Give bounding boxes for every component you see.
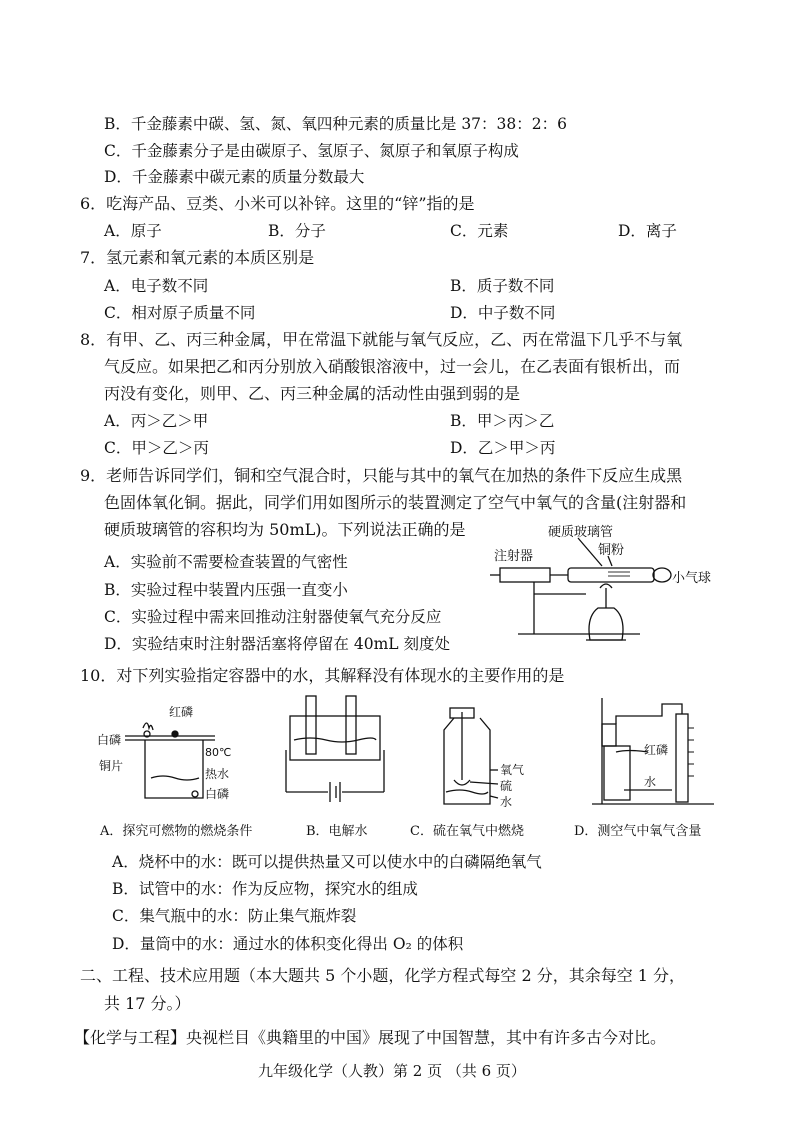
q10a-label-red-phosphorus: 红磷 [169, 705, 194, 719]
q9-label-copper: 铜粉 [598, 543, 625, 558]
q5-option-d: D．千金藤素中碳元素的质量分数最大 [104, 168, 365, 186]
q10d-label-red-phosphorus: 红磷 [644, 743, 669, 757]
q10d-label-water: 水 [644, 775, 657, 789]
q10-stem: 10．对下列实验指定容器中的水，其解释没有体现水的主要作用的是 [80, 666, 565, 685]
q10a-label-temperature: 80℃ [205, 746, 232, 759]
q10a-label-white-phosphorus-top: 白磷 [97, 733, 122, 747]
q10a-label-copper-sheet: 铜片 [99, 759, 124, 773]
q9-label-tube: 硬质玻璃管 [548, 525, 614, 540]
q10c-label-sulfur: 硫 [500, 779, 513, 793]
q5-option-b: B．千金藤素中碳、氢、氮、氧四种元素的质量比是 37：38：2：6 [104, 115, 567, 133]
q10a-label-white-phosphorus-bottom: 白磷 [205, 787, 230, 801]
q10-option-b: B．试管中的水：作为反应物，探究水的组成 [112, 880, 418, 898]
q8-option-a: A．丙＞乙＞甲 [104, 412, 209, 430]
q6-option-c: C．元素 [450, 222, 509, 240]
q10-figure-b [280, 694, 390, 806]
section2-heading-line1: 二、工程、技术应用题（本大题共 5 个小题，化学方程式每空 2 分，其余每空 1 分， [80, 966, 686, 985]
q6-stem: 6．吃海产品、豆类、小米可以补锌。这里的“锌”指的是 [80, 194, 475, 213]
q10-caption-d: D．测空气中氧气含量 [574, 824, 702, 839]
q8-stem-line3: 丙没有变化，则甲、乙、丙三种金属的活动性由强到弱的是 [104, 384, 521, 403]
q8-option-c: C．甲＞乙＞丙 [104, 439, 209, 457]
q7-option-b: B．质子数不同 [450, 277, 555, 295]
q5-option-c: C．千金藤素分子是由碳原子、氢原子、氮原子和氧原子构成 [104, 142, 519, 160]
q10-caption-b: B．电解水 [306, 824, 368, 839]
q10c-label-oxygen: 氧气 [500, 763, 525, 777]
q10-figure-a [95, 698, 240, 808]
q7-option-c: C．相对原子质量不同 [104, 304, 256, 322]
q10-option-c: C．集气瓶中的水：防止集气瓶炸裂 [112, 907, 357, 925]
q10-option-a: A．烧杯中的水：既可以提供热量又可以使水中的白磷隔绝氧气 [112, 853, 542, 871]
q10-option-d: D．量筒中的水：通过水的体积变化得出 O₂ 的体积 [112, 935, 464, 953]
q9-label-syringe: 注射器 [494, 549, 534, 564]
section2-intro: 【化学与工程】央视栏目《典籍里的中国》展现了中国智慧，其中有许多古今对比。 [74, 1028, 667, 1047]
section2-heading-line2: 共 17 分。） [104, 994, 191, 1013]
q9-option-d: D．实验结束时注射器活塞将停留在 40mL 刻度处 [104, 635, 450, 653]
q9-apparatus-figure [490, 522, 720, 647]
q9-stem-line2: 色固体氧化铜。据此，同学们用如图所示的装置测定了空气中氧气的含量(注射器和 [104, 493, 687, 512]
q7-stem: 7．氢元素和氧元素的本质区别是 [80, 248, 315, 267]
q8-option-b: B．甲＞丙＞乙 [450, 412, 555, 430]
q8-stem-line2: 气反应。如果把乙和丙分别放入硝酸银溶液中，过一会儿，在乙表面有银析出，而 [104, 357, 681, 376]
q6-option-b: B．分子 [268, 222, 326, 240]
q7-option-d: D．中子数不同 [450, 304, 556, 322]
q10-caption-c: C．硫在氧气中燃烧 [410, 824, 524, 839]
q8-option-d: D．乙＞甲＞丙 [450, 439, 556, 457]
q10-figure-d [588, 694, 718, 810]
q8-stem-line1: 8．有甲、乙、丙三种金属，甲在常温下就能与氧气反应，乙、丙在常温下几乎不与氧 [80, 330, 683, 349]
q9-option-c: C．实验过程中需来回推动注射器使氧气充分反应 [104, 608, 442, 626]
q10a-label-hot-water: 热水 [205, 767, 230, 781]
page-footer: 九年级化学（人教）第 2 页 （共 6 页） [258, 1062, 526, 1080]
q9-option-a: A．实验前不需要检查装置的气密性 [104, 553, 348, 571]
q9-stem-line1: 9．老师告诉同学们，铜和空气混合时，只能与其中的氧气在加热的条件下反应生成黑 [80, 466, 683, 485]
q10-caption-a: A．探究可燃物的燃烧条件 [100, 824, 253, 839]
q7-option-a: A．电子数不同 [104, 277, 209, 295]
q9-stem-line3: 硬质玻璃管的容积均为 50mL)。下列说法正确的是 [104, 520, 466, 539]
q10c-label-water: 水 [500, 795, 513, 809]
q9-label-balloon: 小气球 [672, 571, 712, 586]
q6-option-d: D．离子 [618, 222, 677, 240]
q6-option-a: A．原子 [104, 222, 162, 240]
q10-figure-c [440, 706, 550, 810]
q9-option-b: B．实验过程中装置内压强一直变小 [104, 581, 348, 599]
